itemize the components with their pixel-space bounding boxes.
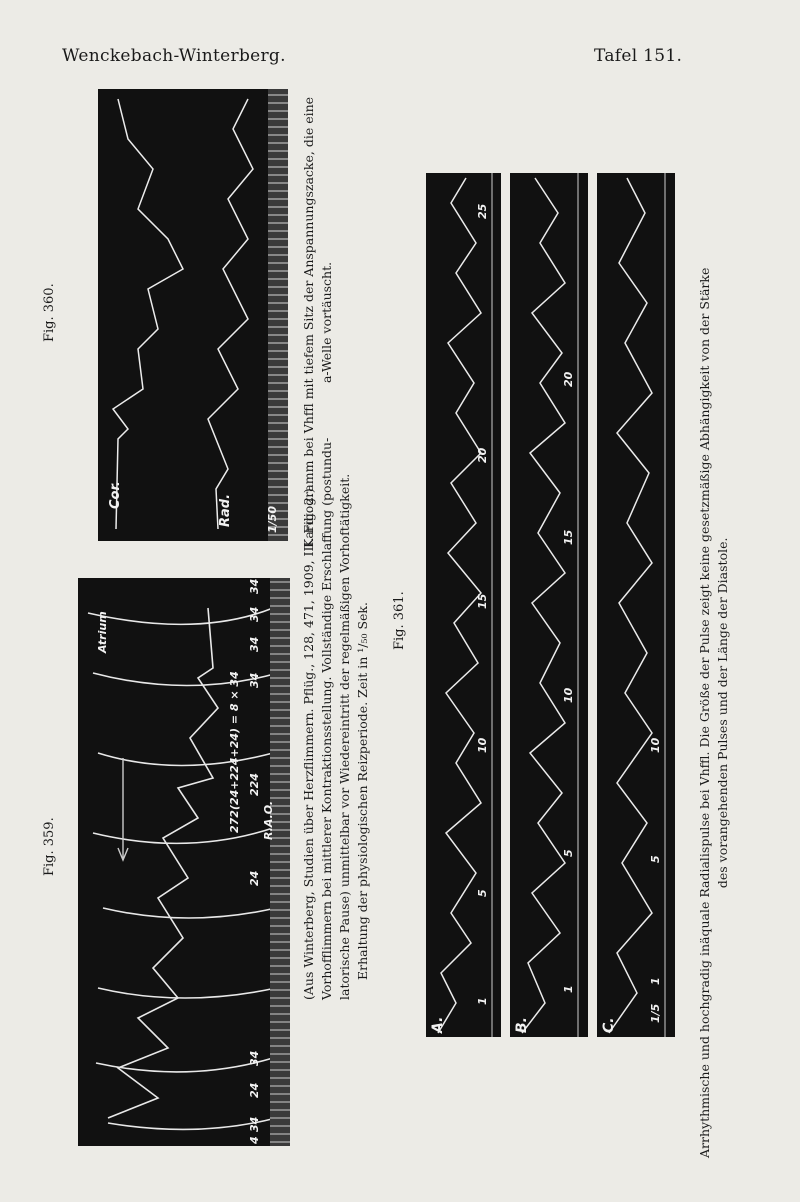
- strip-tick: 1: [476, 997, 489, 1005]
- fig-361-strip-a: [426, 173, 501, 1037]
- interval-label: 34: [248, 1050, 261, 1066]
- atrium-label: Atrium: [96, 611, 109, 653]
- interval-label: 4: [248, 1136, 261, 1144]
- fig-360-image: [98, 89, 288, 541]
- fig-361-strip-b: [510, 173, 588, 1037]
- interval-label: 24: [248, 1082, 261, 1098]
- strip-tick: 25: [476, 203, 489, 219]
- fig-361-strip-c: [597, 173, 675, 1037]
- formula-label: 272(24+224+24) = 8 × 34: [228, 671, 241, 833]
- interval-label: 34: [248, 578, 261, 594]
- strip-tick: 10: [562, 687, 575, 703]
- strip-letter: B.: [514, 1017, 530, 1033]
- fig-359-image: [78, 578, 290, 1146]
- strip-tick: 15: [476, 593, 489, 609]
- strip-tick: 15: [562, 529, 575, 545]
- strip-tick: 5: [476, 889, 489, 897]
- fig-361-caption: [696, 268, 732, 1158]
- interval-label: 224: [248, 773, 261, 796]
- strip-tick: 20: [562, 371, 575, 387]
- strip-tick: 1/5: [649, 1003, 662, 1023]
- interval-label: 34: [248, 1116, 261, 1132]
- fig-360-caption: [300, 97, 336, 548]
- rad-label: Rad.: [218, 493, 233, 527]
- running-head-left: Wenckebach-Winterberg.: [62, 46, 286, 66]
- strip-letter: C.: [601, 1017, 617, 1033]
- fig-359-number: Fig. 359.: [42, 817, 57, 876]
- caption-line: Arrhythmische und hochgradig inäquale Radialispulse bei Vhffl. Die Größe der Pulse zeigt keine gesetzmäßige Abhängigkeit von der Stärke: [697, 267, 712, 1158]
- caption-line: Erhaltung der physiologischen Reizperiode. Zeit in ¹/₅₀ Sek.: [355, 602, 370, 980]
- caption-line: Kardiogramm bei Vhffl mit tiefem Sitz der Anspannungszacke, die eine: [301, 96, 316, 548]
- strip-tick: 5: [649, 855, 662, 863]
- interval-label: 34: [248, 672, 261, 688]
- strip-tick: 20: [476, 447, 489, 463]
- fig-360-number: Fig. 360.: [42, 283, 57, 342]
- caption-line: a-Welle vortäuscht.: [319, 261, 334, 384]
- strip-tick: 1: [562, 985, 575, 993]
- time-label: 1/50: [266, 506, 279, 533]
- rao-label: R.A.O.: [262, 800, 275, 840]
- strip-tick: 1: [649, 977, 662, 985]
- interval-label: 34: [248, 606, 261, 622]
- plate-number: Tafel 151.: [594, 46, 683, 66]
- cor-label: Cor.: [108, 481, 123, 509]
- strip-letter: A.: [430, 1016, 446, 1033]
- strip-tick: 10: [476, 737, 489, 753]
- interval-label: 24: [248, 870, 261, 886]
- fig-361-number: Fig. 361.: [392, 591, 407, 650]
- caption-line: latorische Pause) unmittelbar vor Wiedereintritt der regelmäßigen Vorhoftätigkeit.: [337, 473, 352, 1000]
- strip-tick: 5: [562, 849, 575, 857]
- strip-tick: 10: [649, 737, 662, 753]
- interval-label: 34: [248, 636, 261, 652]
- caption-line: Vorhofflimmern bei mittlerer Kontraktionsstellung. Vollständige Erschlaffung (postundu-: [319, 437, 334, 1000]
- caption-line: (Aus Winterberg, Studien über Herzflimmern. Pflüg., 128, 471, 1909, III. Fig. 2.): [301, 488, 316, 1000]
- caption-line: des vorangehenden Pulses und der Länge der Diastole.: [715, 537, 730, 889]
